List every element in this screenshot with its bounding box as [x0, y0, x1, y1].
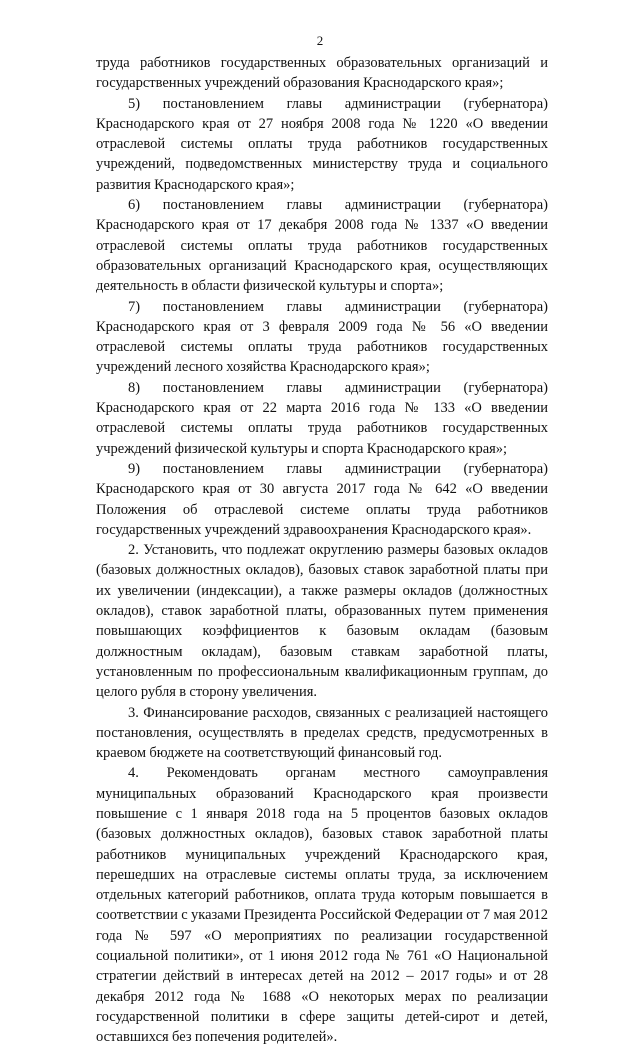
paragraph-clause-4: 4. Рекомендовать органам местного самоуправления муниципальных образований Краснодарского края произвести повышение с 1 января 2018 года на 5 процентов базовых окладов (базовых должностных окладов), базовых ставок заработной платы работников муниципальных учреждений Краснодарского края, перешедших на отраслевые системы оплаты труда, за исключением отдельных категорий работников, оплата труда которым повышается в соответствии с указами Президента Российской Федерации от 7 мая 2012 года № 597 «О мероприятиях по реализации государственной социальной политики», от 1 июня 2012 года № 761 «О Национальной стратегии действий в интересах детей на 2012 – 2017 годы» и от 28 декабря 2012 года № 1688 «О некоторых мерах по реализации государственной политики в сфере защиты детей-сирот и детей, оставшихся без попечения родителей».	[96, 765, 549, 1046]
page-number: 2	[316, 33, 324, 48]
paragraph-continuation: труда работников государственных образовательных организаций и государственных учреждений образования Краснодарского края»;	[96, 55, 548, 92]
paragraph-item-7: 7) постановлением главы администрации (губернатора) Краснодарского края от 3 февраля 2009 года № 56 «О введении отраслевой системы оплаты труда работников государственных учреждений лесного хозяйства Краснодарского края»;	[96, 298, 548, 376]
paragraph-clause-2: 2. Установить, что подлежат округлению размеры базовых окладов (базовых должностных окладов), базовых ставок заработной платы при их увеличении (индексации), а также размеры окладов (должностных окладов), ставок заработной платы, образованных путем применения повышающих коэффициентов к базовым окладам (базовым должностным окладам), базовым ставкам заработной платы, установленным по профессиональным квалификационным группам, до целого рубля в сторону увеличения.	[96, 542, 548, 701]
document-body	[96, 53, 548, 1048]
paragraph-item-8: 8) постановлением главы администрации (губернатора) Краснодарского края от 22 марта 2016 года № 133 «О введении отраслевой системы оплаты труда работников государственных учреждений физической культуры и спорта Краснодарского края»;	[96, 379, 548, 457]
paragraph-clause-3: 3. Финансирование расходов, связанных с реализацией настоящего постановления, осуществлять в пределах средств, предусмотренных в краевом бюджете на соответствующий финансовый год.	[96, 704, 548, 762]
paragraph-item-5: 5) постановлением главы администрации (губернатора) Краснодарского края от 27 ноября 2008 года № 1220 «О введении отраслевой системы оплаты труда работников государственных учреждений, подведомственных министерству труда и социального развития Краснодарского края»;	[96, 95, 548, 193]
paragraph-item-9: 9) постановлением главы администрации (губернатора) Краснодарского края от 30 августа 2017 года № 642 «О введении Положения об отраслевой системе оплаты труда работников государственных учреждений здравоохранения Краснодарского края».	[96, 460, 548, 538]
paragraph-item-6: 6) постановлением главы администрации (губернатора) Краснодарского края от 17 декабря 2008 года № 1337 «О введении отраслевой системы оплаты труда работников государственных образовательных организаций Краснодарского края, осуществляющих деятельность в области физической культуры и спорта»;	[96, 197, 548, 295]
